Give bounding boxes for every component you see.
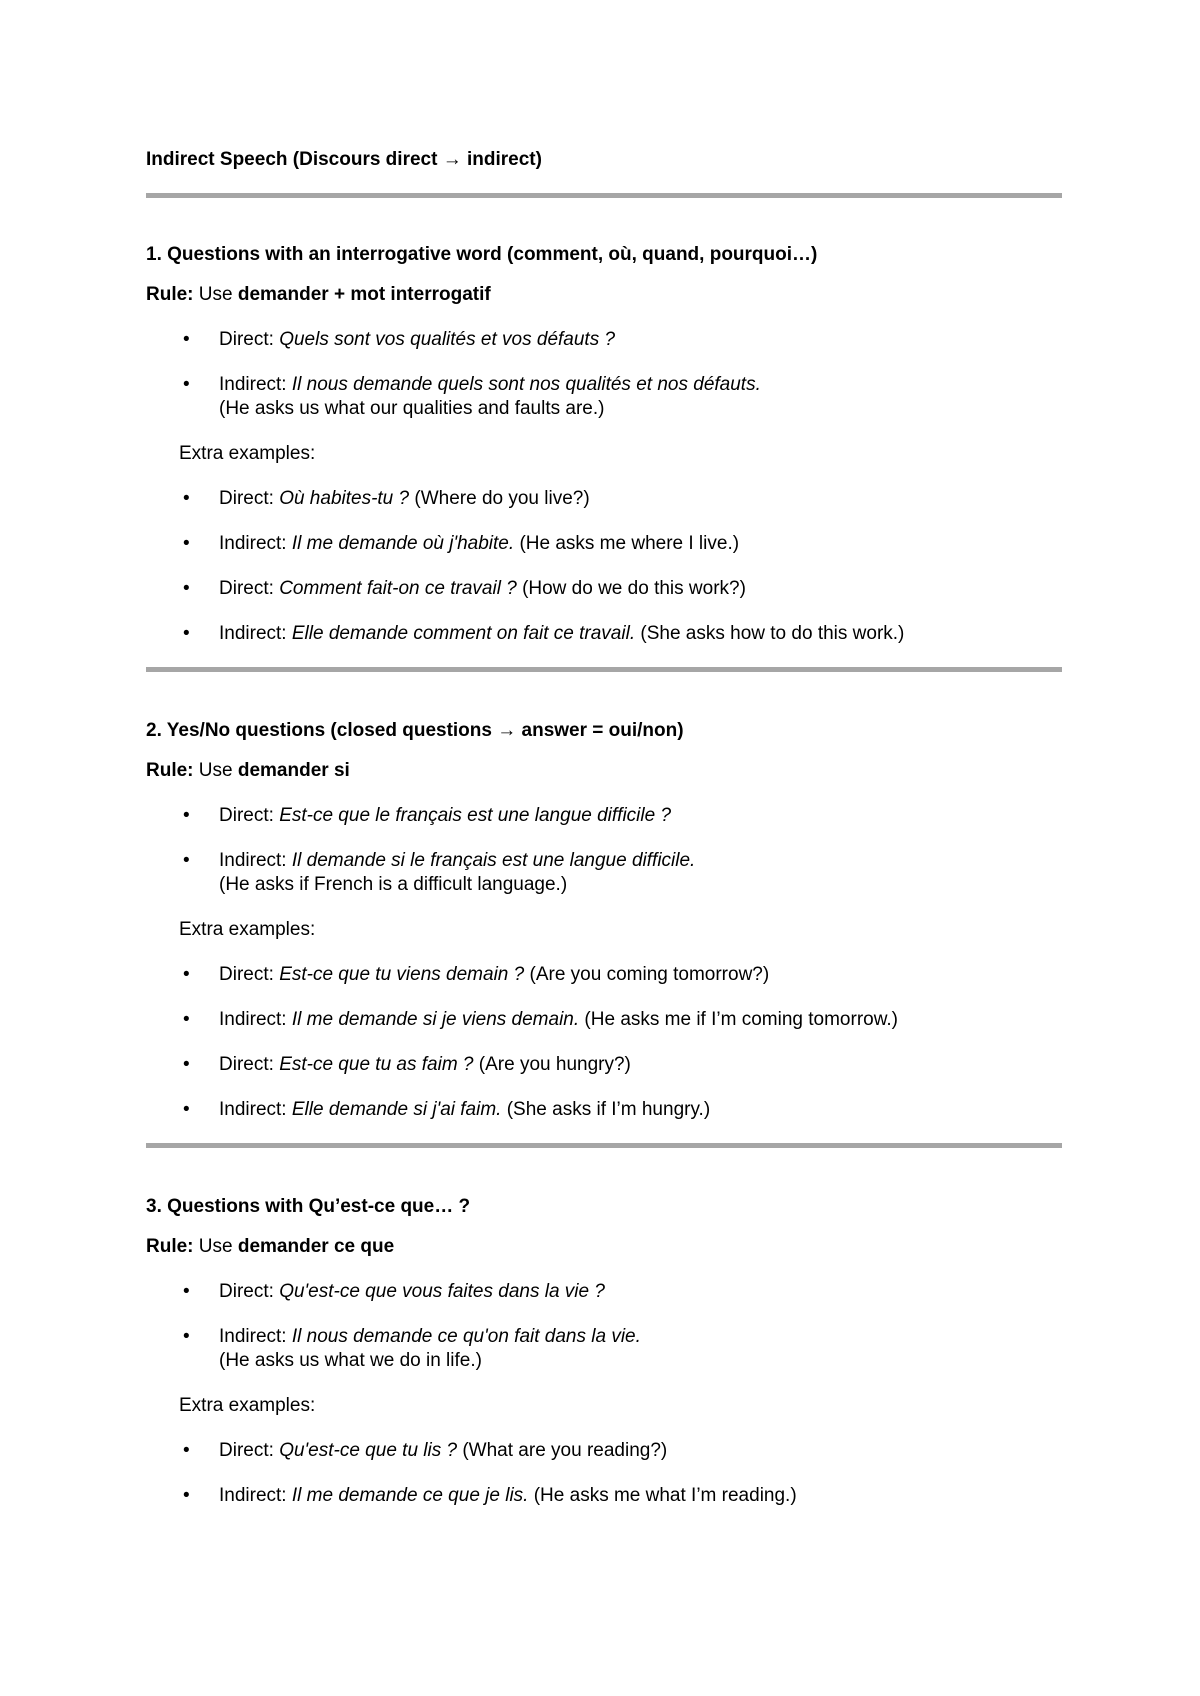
translation-text: (He asks me if I’m coming tomorrow.) [584, 1009, 898, 1030]
document-title: Indirect Speech (Discours direct → indirect) [146, 149, 542, 170]
rule-line [146, 1235, 1062, 1259]
example-text: Il nous demande quels sont nos qualités et nos défauts. [291, 374, 761, 395]
list-item [146, 328, 1062, 352]
list-item [146, 1098, 1062, 1122]
document-content [146, 148, 1062, 1508]
list-item [146, 804, 1062, 828]
section-yes-no-questions [146, 719, 1062, 1122]
use-word: Use [198, 760, 233, 781]
use-word: Use [198, 284, 233, 305]
list-item [146, 1053, 1062, 1077]
translation-text: (He asks me where I live.) [519, 533, 740, 554]
section-heading: 2. Yes/No questions (closed questions → answer = oui/non) [146, 720, 684, 741]
list-item [146, 622, 1062, 646]
direct-label: Direct: [219, 1281, 274, 1302]
translation-text: (He asks me what I’m reading.) [533, 1485, 797, 1506]
example-text: Il me demande ce que je lis. [291, 1485, 529, 1506]
rule-label: Rule: [146, 1236, 194, 1257]
direct-label: Direct: [219, 805, 274, 826]
extra-example-list [146, 487, 1062, 646]
section-heading: 3. Questions with Qu’est-ce que… ? [146, 1196, 471, 1217]
example-text: Qu'est-ce que tu lis ? [279, 1440, 458, 1461]
example-text: Il demande si le français est une langue difficile. [291, 850, 696, 871]
extra-examples-label: Extra examples: [179, 443, 316, 464]
example-text: Qu'est-ce que vous faites dans la vie ? [279, 1281, 605, 1302]
translation-text: (He asks if French is a difficult language.) [219, 874, 568, 895]
list-item [146, 373, 1062, 421]
example-text: Est-ce que tu viens demain ? [279, 964, 525, 985]
list-item [146, 1439, 1062, 1463]
bullet-icon: • [183, 1009, 190, 1030]
bullet-icon: • [183, 533, 190, 554]
extra-examples-label: Extra examples: [179, 1395, 316, 1416]
example-text: Où habites-tu ? [279, 488, 410, 509]
example-text: Est-ce que le français est une langue difficile ? [279, 805, 672, 826]
translation-text: (Are you hungry?) [478, 1054, 631, 1075]
list-item [146, 1484, 1062, 1508]
extra-example-list [146, 1439, 1062, 1508]
list-item [146, 1325, 1062, 1373]
translation-text: (Are you coming tomorrow?) [529, 964, 770, 985]
list-item [146, 1008, 1062, 1032]
bullet-icon: • [183, 1440, 190, 1461]
section-interrogative-word [146, 243, 1062, 646]
bullet-icon: • [183, 329, 190, 350]
translation-text: (She asks how to do this work.) [640, 623, 905, 644]
example-text: Il nous demande ce qu'on fait dans la vie. [291, 1326, 641, 1347]
list-item [146, 963, 1062, 987]
rule-keyword: demander + mot interrogatif [237, 284, 491, 305]
section-qu-est-ce-que [146, 1195, 1062, 1508]
bullet-icon: • [183, 805, 190, 826]
translation-text: (He asks us what our qualities and faults are.) [219, 398, 605, 419]
indirect-label: Indirect: [219, 1485, 287, 1506]
bullet-icon: • [183, 1054, 190, 1075]
bullet-icon: • [183, 1281, 190, 1302]
bullet-icon: • [183, 964, 190, 985]
horizontal-rule [146, 1143, 1062, 1148]
translation-text: (She asks if I’m hungry.) [506, 1099, 711, 1120]
example-text: Est-ce que tu as faim ? [279, 1054, 474, 1075]
indirect-label: Indirect: [219, 1099, 287, 1120]
rule-label: Rule: [146, 284, 194, 305]
list-item [146, 487, 1062, 511]
direct-label: Direct: [219, 964, 274, 985]
bullet-icon: • [183, 1326, 190, 1347]
bullet-icon: • [183, 1485, 190, 1506]
indirect-label: Indirect: [219, 850, 287, 871]
rule-line [146, 759, 1062, 783]
translation-text: (He asks us what we do in life.) [219, 1350, 482, 1371]
list-item [146, 532, 1062, 556]
example-text: Il me demande si je viens demain. [291, 1009, 580, 1030]
section-heading: 1. Questions with an interrogative word (comment, où, quand, pourquoi…) [146, 244, 818, 265]
rule-line [146, 283, 1062, 307]
use-word: Use [198, 1236, 233, 1257]
list-item [146, 1280, 1062, 1304]
example-text: Elle demande si j'ai faim. [291, 1099, 502, 1120]
direct-label: Direct: [219, 1440, 274, 1461]
example-text: Comment fait-on ce travail ? [279, 578, 517, 599]
translation-text: (How do we do this work?) [522, 578, 746, 599]
list-item [146, 577, 1062, 601]
bullet-icon: • [183, 850, 190, 871]
example-text: Il me demande où j'habite. [291, 533, 515, 554]
direct-label: Direct: [219, 1054, 274, 1075]
main-example-list [146, 804, 1062, 897]
extra-example-list [146, 963, 1062, 1122]
bullet-icon: • [183, 374, 190, 395]
main-example-list [146, 1280, 1062, 1373]
main-example-list [146, 328, 1062, 421]
bullet-icon: • [183, 488, 190, 509]
direct-label: Direct: [219, 329, 274, 350]
indirect-label: Indirect: [219, 1326, 287, 1347]
indirect-label: Indirect: [219, 1009, 287, 1030]
direct-label: Direct: [219, 488, 274, 509]
translation-text: (Where do you live?) [414, 488, 590, 509]
horizontal-rule [146, 667, 1062, 672]
indirect-label: Indirect: [219, 623, 287, 644]
translation-text: (What are you reading?) [462, 1440, 668, 1461]
extra-examples-label: Extra examples: [179, 919, 316, 940]
example-text: Elle demande comment on fait ce travail. [291, 623, 636, 644]
list-item [146, 849, 1062, 897]
bullet-icon: • [183, 623, 190, 644]
indirect-label: Indirect: [219, 533, 287, 554]
bullet-icon: • [183, 578, 190, 599]
rule-keyword: demander ce que [237, 1236, 395, 1257]
direct-label: Direct: [219, 578, 274, 599]
horizontal-rule [146, 193, 1062, 198]
indirect-label: Indirect: [219, 374, 287, 395]
bullet-icon: • [183, 1099, 190, 1120]
example-text: Quels sont vos qualités et vos défauts ? [279, 329, 616, 350]
rule-keyword: demander si [237, 760, 350, 781]
rule-label: Rule: [146, 760, 194, 781]
